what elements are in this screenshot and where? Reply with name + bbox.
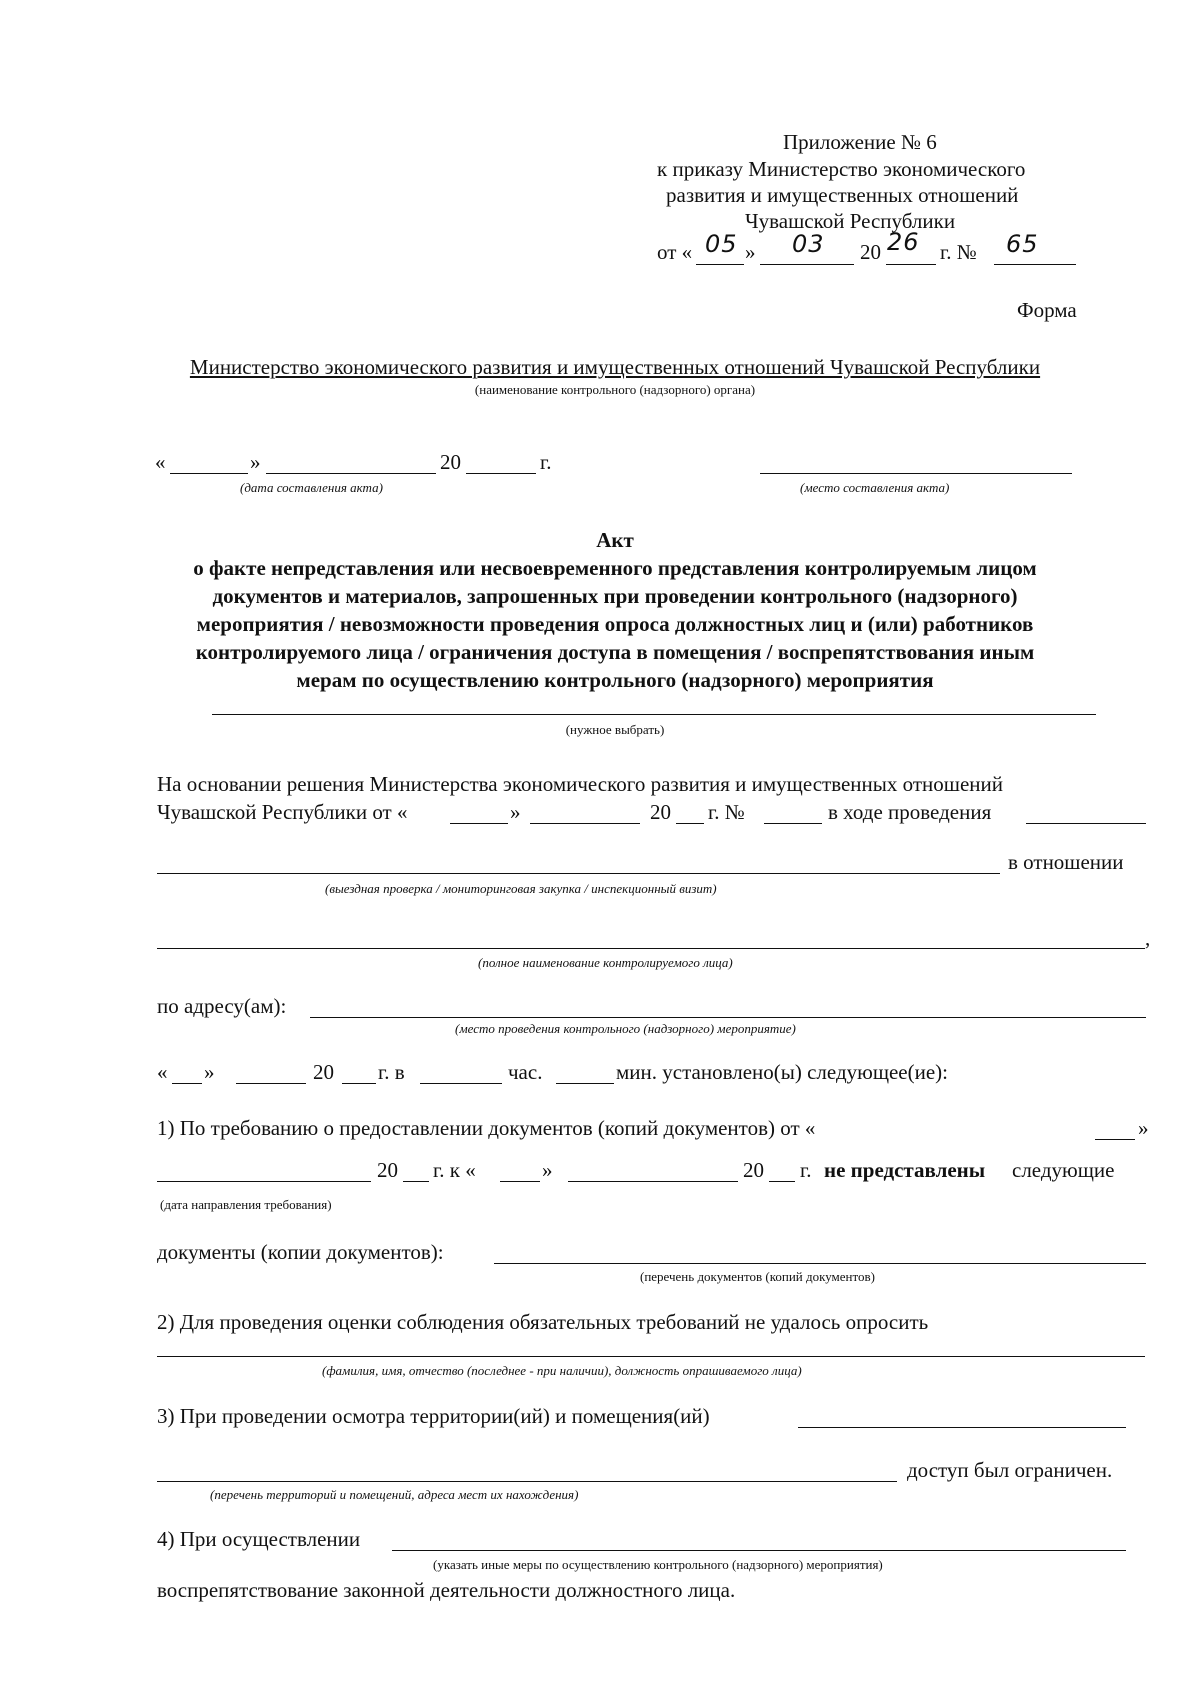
act-subtitle-line-1: о факте непредставления или несвоевременного представления контролируемым лицом: [193, 556, 1037, 580]
act-month-line: [266, 473, 436, 474]
item1-close-2: »: [542, 1158, 553, 1182]
time-day-line: [172, 1083, 202, 1084]
basis-entity-caption: (полное наименование контролируемого лица): [478, 955, 733, 970]
item1-g-k: г. к «: [433, 1158, 476, 1182]
time-year-line: [342, 1083, 376, 1084]
item1-year-2: 20: [743, 1158, 764, 1182]
appendix-ministry-line: развития и имущественных отношений: [666, 183, 1019, 207]
item2-text: 2) Для проведения оценки соблюдения обязательных требований не удалось опросить: [157, 1310, 929, 1334]
act-year-g: г.: [540, 450, 552, 474]
appendix-day-handwritten: 05: [705, 230, 738, 258]
item1-year-1: 20: [377, 1158, 398, 1182]
act-date-caption: (дата составления акта): [240, 480, 383, 495]
item4-caption: (указать иные меры по осуществлению контрольного (надзорного) мероприятия): [433, 1557, 883, 1572]
basis-address-line: [310, 1017, 1146, 1018]
item1-not-submitted: не представлены: [824, 1158, 986, 1182]
time-hour: час.: [508, 1060, 543, 1084]
appendix-title: Приложение № 6: [783, 130, 937, 154]
basis-in-relation: в отношении: [1008, 850, 1124, 874]
basis-comma: ,: [1145, 926, 1151, 950]
item1-year-1-line: [403, 1181, 429, 1182]
basis-event-caption: (выездная проверка / мониторинговая закупка / инспекционный визит): [325, 881, 717, 896]
appendix-day-line: [696, 264, 744, 265]
item1-date-month-line: [157, 1181, 371, 1182]
item3-area-line-2: [157, 1481, 897, 1482]
basis-line-2-a: Чувашской Республики от «: [157, 800, 408, 824]
basis-line-1: На основании решения Министерства экономического развития и имущественных отношений: [157, 772, 1003, 796]
item2-person-line: [157, 1356, 1145, 1357]
time-month-line: [236, 1083, 306, 1084]
basis-address-label: по адресу(ам):: [157, 994, 287, 1018]
act-year-line: [466, 473, 536, 474]
act-date-close: »: [250, 450, 261, 474]
item1-line-1: 1) По требованию о предоставлении документов (копий документов) от «: [157, 1116, 816, 1140]
basis-line-2-b: »: [510, 800, 521, 824]
item2-caption: (фамилия, имя, отчество (последнее - при наличии), должность опрашиваемого лица): [322, 1363, 802, 1378]
item1-deadline-month-line: [568, 1181, 738, 1182]
appendix-year-prefix: 20: [860, 240, 881, 264]
basis-address-caption: (место проведения контрольного (надзорного) мероприятие): [455, 1021, 796, 1036]
choose-caption: (нужное выбрать): [565, 722, 665, 737]
item1-g: г.: [800, 1158, 812, 1182]
basis-day-line: [450, 823, 508, 824]
appendix-republic-line: Чувашской Республики: [745, 209, 956, 233]
basis-event-line: [157, 873, 1000, 874]
item3-access-limited: доступ был ограничен.: [907, 1458, 1113, 1482]
time-hour-line: [420, 1083, 502, 1084]
basis-month-line: [530, 823, 640, 824]
time-minute-text: мин. установлено(ы) следующее(ие):: [616, 1060, 949, 1084]
item3-caption: (перечень территорий и помещений, адреса мест их нахождения): [210, 1487, 579, 1502]
appendix-day-close: »: [745, 240, 756, 264]
item1-docs-label: документы (копии документов):: [157, 1240, 444, 1264]
item4-measure-line: [392, 1550, 1126, 1551]
basis-number-line: [764, 823, 822, 824]
item1-date-caption: (дата направления требования): [160, 1197, 332, 1212]
item3-area-line: [798, 1427, 1126, 1428]
item1-following: следующие: [1012, 1158, 1115, 1182]
act-subtitle-line-5: мерам по осуществлению контрольного (надзорного) мероприятия: [296, 668, 934, 692]
act-day-line: [170, 473, 248, 474]
appendix-month-handwritten: 03: [792, 230, 825, 258]
basis-line-2-c: 20: [650, 800, 671, 824]
time-g-v: г. в: [378, 1060, 405, 1084]
item3-text: 3) При проведении осмотра территории(ий) и помещения(ий): [157, 1404, 710, 1428]
time-minute-line: [556, 1083, 614, 1084]
act-subtitle-line-4: контролируемого лица / ограничения доступа в помещения / воспрепятствования иным: [195, 640, 1035, 664]
basis-entity-line: [157, 948, 1145, 949]
organ-name: Министерство экономического развития и имущественных отношений Чувашской Республики: [189, 355, 1041, 379]
item1-docs-caption: (перечень документов (копий документов): [640, 1269, 875, 1284]
basis-event-line-end: [1026, 823, 1146, 824]
item1-year-2-line: [769, 1181, 795, 1182]
basis-year-line: [676, 823, 704, 824]
item4-final: воспрепятствование законной деятельности должностного лица.: [157, 1578, 736, 1602]
act-title: Акт: [596, 528, 634, 552]
item1-docs-line: [494, 1263, 1146, 1264]
organ-caption: (наименование контрольного (надзорного) органа): [474, 382, 756, 397]
act-year-prefix: 20: [440, 450, 461, 474]
appendix-year-line: [886, 264, 936, 265]
appendix-number-line: [994, 264, 1076, 265]
appendix-month-line: [760, 264, 854, 265]
item1-deadline-day-line: [500, 1181, 540, 1182]
form-label: Форма: [1017, 298, 1077, 322]
basis-line-2-d: г. №: [708, 800, 745, 824]
appendix-number-label: г. №: [940, 240, 977, 264]
act-subtitle-line-3: мероприятия / невозможности проведения опроса должностных лиц и (или) работников: [196, 612, 1034, 636]
appendix-year-handwritten: 26: [887, 228, 920, 256]
appendix-order-line: к приказу Министерство экономического: [657, 157, 1026, 181]
item1-line-1-close: »: [1138, 1116, 1149, 1140]
act-date-open: «: [155, 450, 166, 474]
act-subtitle-line-2: документов и материалов, запрошенных при проведении контрольного (надзорного): [212, 584, 1018, 608]
act-place-caption: (место составления акта): [800, 480, 950, 495]
time-open: «: [157, 1060, 168, 1084]
appendix-date-prefix: от «: [657, 240, 693, 264]
time-close: »: [204, 1060, 215, 1084]
choose-line: [212, 714, 1096, 715]
time-year: 20: [313, 1060, 334, 1084]
item4-text: 4) При осуществлении: [157, 1527, 361, 1551]
act-place-line: [760, 473, 1072, 474]
basis-line-2-e: в ходе проведения: [828, 800, 992, 824]
item1-date-day-line: [1095, 1139, 1135, 1140]
appendix-number-handwritten: 65: [1006, 230, 1039, 258]
